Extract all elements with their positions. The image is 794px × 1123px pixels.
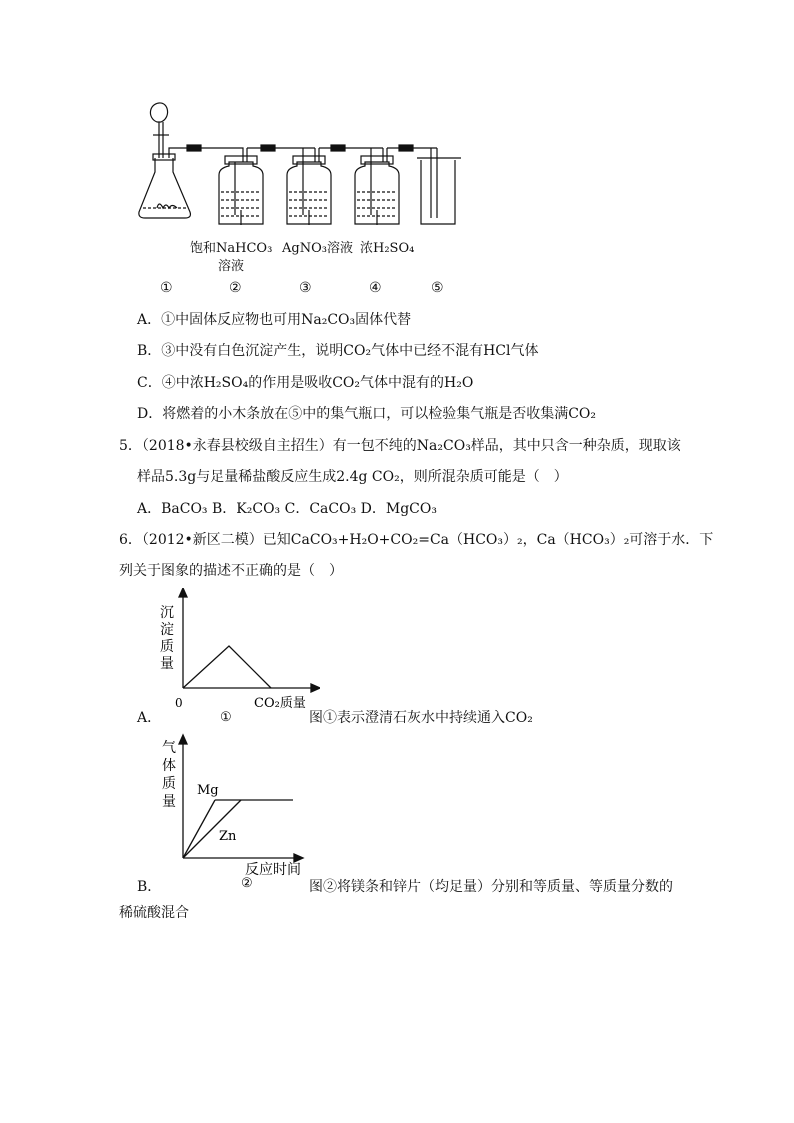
number-4: ④ — [369, 280, 382, 296]
q4-option-a: A．①中固体反应物也可用Na₂CO₃固体代替 — [137, 312, 412, 328]
label-nahco3: 饱和NaHCO₃ — [190, 241, 273, 256]
label-h2so4: 浓H₂SO₄ — [360, 241, 415, 256]
graph1-y-arrow — [179, 588, 187, 597]
graph1-number: ① — [220, 710, 232, 723]
graph2-ylabel-1: 气 — [162, 740, 176, 756]
q4-option-d: D．将燃着的小木条放在⑤中的集气瓶口，可以检验集气瓶是否收集满CO₂ — [137, 406, 597, 422]
graph1-x-arrow — [311, 684, 320, 692]
label-solution: 溶液 — [218, 259, 245, 274]
q6-stem-line2: 列关于图象的描述不正确的是（ ） — [119, 563, 343, 579]
q5-stem-line2: 样品5.3g与足量稀盐酸反应生成2.4g CO₂，则所混杂质可能是（ ） — [137, 469, 568, 485]
graph2-xlabel: 反应时间 — [245, 862, 301, 878]
q6-stem-line1: 6．（2012•新区二模）已知CaCO₃+H₂O+CO₂=Ca（HCO₃）₂，Ca（HCO₃）₂可溶于水．下 — [119, 532, 714, 548]
q4-option-c: C．④中浓H₂SO₄的作用是吸收CO₂气体中混有的H₂O — [137, 375, 474, 391]
graph2-number: ② — [241, 876, 253, 891]
q6-option-a-text: 图①表示澄清石灰水中持续通入CO₂ — [309, 710, 533, 726]
graph1-curve — [183, 646, 271, 688]
graph2-ylabel-4: 量 — [162, 794, 176, 810]
apparatus-diagram — [135, 100, 470, 225]
graph2-series-mg: Mg — [197, 783, 219, 798]
q4-option-b: B．③中没有白色沉淀产生，说明CO₂气体中已经不混有HCl气体 — [137, 343, 539, 359]
number-1: ① — [160, 280, 173, 296]
graph1-xlabel: CO₂质量 — [254, 696, 306, 711]
number-5: ⑤ — [431, 280, 444, 296]
number-3: ③ — [299, 280, 312, 296]
q5-stem-line1: 5．（2018•永春县校级自主招生）有一包不纯的Na₂CO₃样品，其中只含一种杂质，现取该 — [119, 438, 681, 454]
graph1-origin: 0 — [175, 696, 183, 710]
graph1-ylabel-4: 量 — [160, 656, 174, 672]
graph2-ylabel-3: 质 — [162, 776, 176, 792]
graph-1 — [150, 588, 320, 723]
graph2-series-zn: Zn — [219, 829, 237, 844]
graph-2 — [155, 732, 305, 892]
number-2: ② — [229, 280, 242, 296]
graph1-ylabel-1: 沉 — [160, 605, 174, 621]
graph2-mg-line — [183, 800, 215, 858]
graph2-y-arrow — [179, 735, 187, 744]
q6-option-a-label: A． — [137, 710, 162, 726]
graph2-x-arrow — [294, 854, 303, 862]
q6-option-b-text: 图②将镁条和锌片（均足量）分别和等质量、等质量分数的 — [309, 879, 673, 895]
graph1-ylabel-3: 质 — [160, 639, 174, 655]
graph1-ylabel-2: 淀 — [160, 622, 174, 638]
graph2-ylabel-2: 体 — [162, 758, 176, 774]
q6-option-b-text2: 稀硫酸混合 — [119, 905, 189, 921]
q5-options: A．BaCO₃ B．K₂CO₃ C．CaCO₃ D．MgCO₃ — [137, 501, 437, 517]
q6-option-b-label: B． — [137, 879, 162, 895]
label-agno3: AgNO₃溶液 — [282, 241, 353, 256]
